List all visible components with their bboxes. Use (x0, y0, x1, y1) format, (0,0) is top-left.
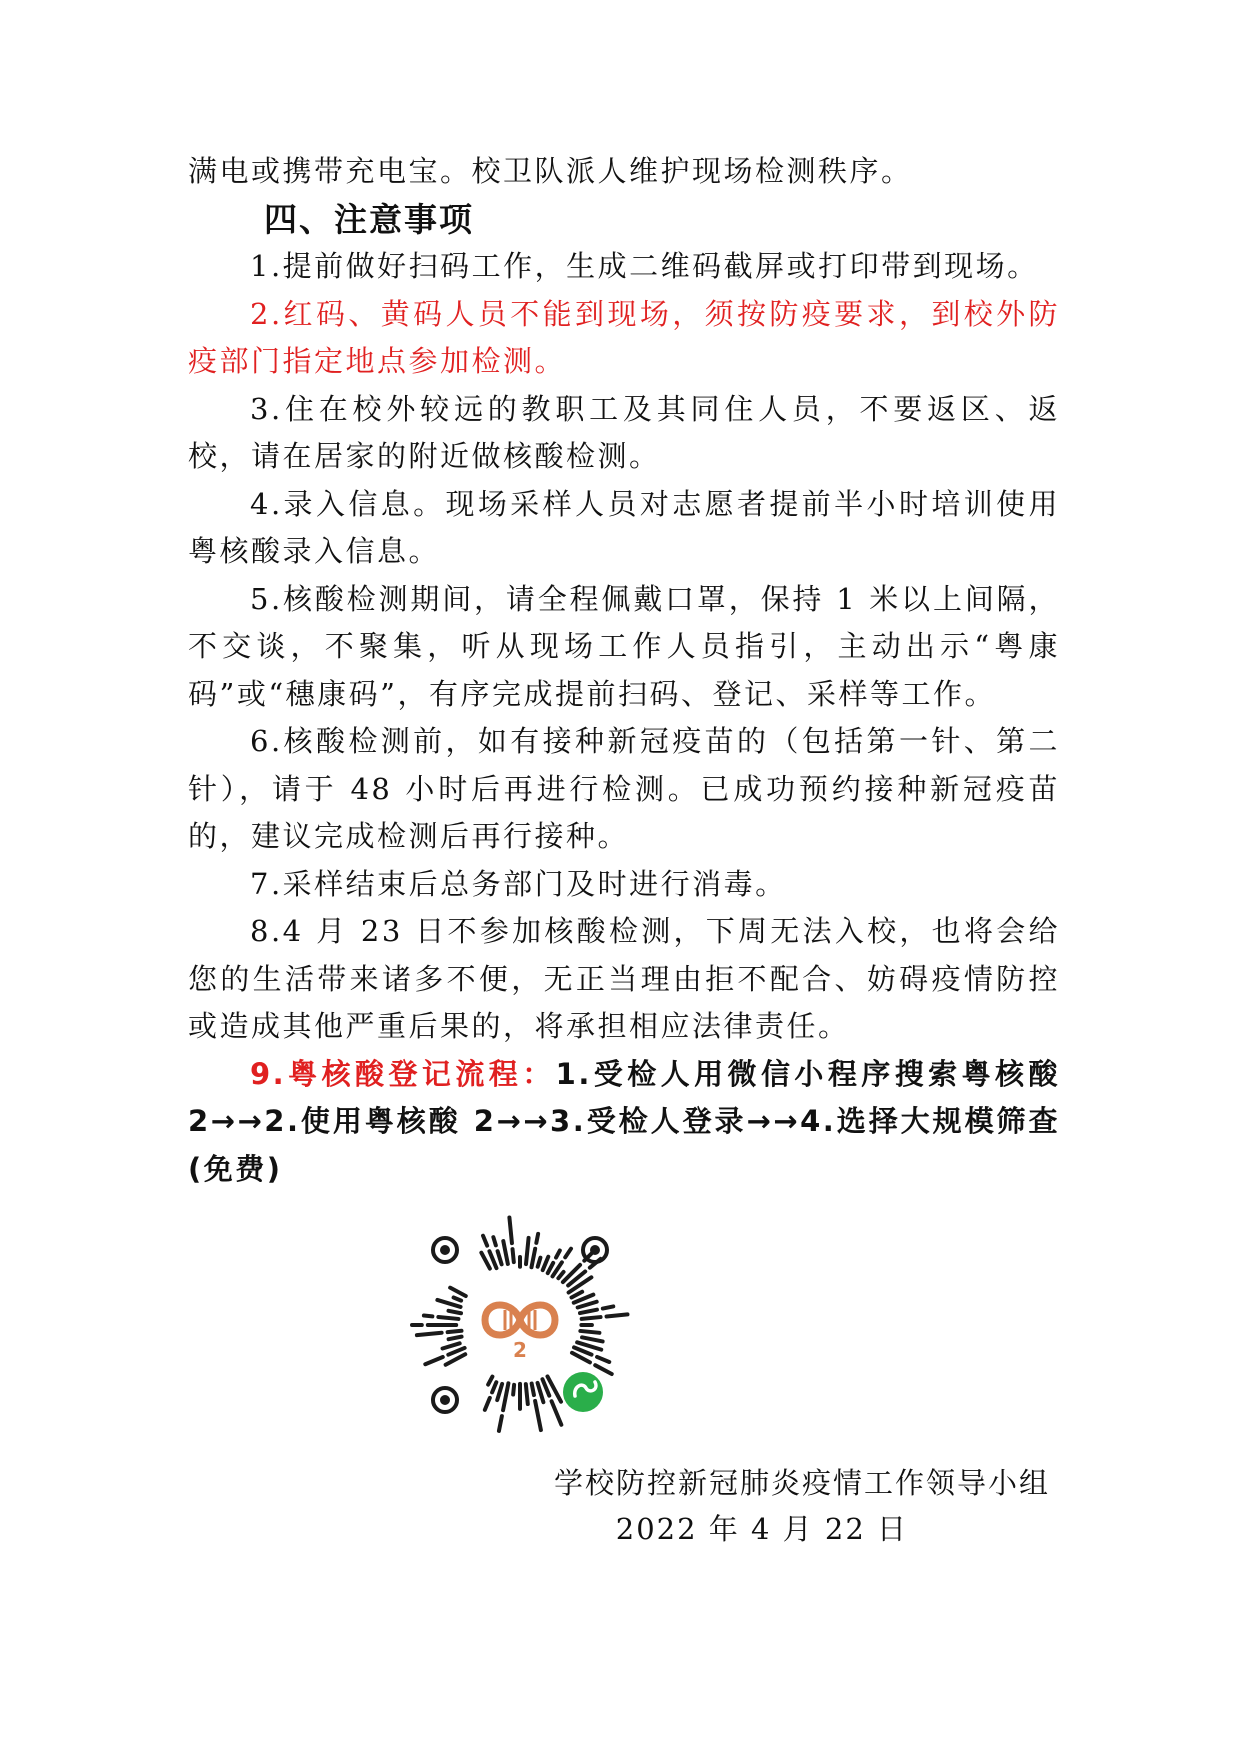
qr-ray (532, 1384, 534, 1396)
qr-ray (558, 1272, 563, 1278)
qr-ray (582, 1317, 601, 1319)
qr-ray (556, 1251, 560, 1258)
qr-ray (543, 1257, 549, 1270)
qr-ray (607, 1314, 628, 1316)
qr-code-graphic (405, 1210, 635, 1440)
qr-ray (578, 1302, 597, 1308)
registration-label: 9.粤核酸登记流程： (250, 1056, 556, 1091)
qr-ray (493, 1237, 495, 1245)
list-item: 7.采样结束后总务部门及时进行消毒。 (250, 866, 787, 901)
mini-program-badge-icon (563, 1372, 603, 1412)
qr-ray (538, 1258, 541, 1267)
wechat-mini-program-qr-icon (405, 1210, 635, 1440)
qr-ray (497, 1384, 502, 1400)
signature-block (520, 1460, 1050, 1552)
qr-ray (450, 1288, 466, 1296)
qr-finder-top-left (433, 1238, 457, 1262)
qr-ray (485, 1398, 490, 1410)
qr-ray (454, 1297, 462, 1300)
qr-ray (582, 1337, 603, 1341)
qr-ray (513, 1385, 514, 1395)
qr-ray (597, 1357, 609, 1362)
qr-ray (498, 1251, 502, 1264)
registration-steps: 1.受检人用微信小程序搜索粤核酸 2→→2.使用粤核酸 2→→3.受检人登录→→4.选择大规模筛查(免费) (188, 1056, 1060, 1186)
qr-ray (449, 1337, 462, 1340)
qr-ray (536, 1234, 538, 1243)
qr-ray (483, 1236, 487, 1246)
qr-ray (503, 1241, 508, 1264)
qr-finder-top-right (583, 1238, 607, 1262)
qr-ray (513, 1249, 514, 1262)
qr-ray (449, 1311, 461, 1313)
qr-ray (448, 1331, 462, 1332)
list-item: 3.住在校外较远的教职工及其同住人员，不要返区、返校，请在居家的附近做核酸检测。 (188, 391, 1060, 473)
list-item: 5.核酸检测期间，请全程佩戴口罩，保持 1 米以上间隔，不交谈，不聚集，听从现场工作人员指引，主动出示“粤康码”或“穗康码”，有序完成提前扫码、登记、采样等工作。 (188, 581, 1060, 711)
section-heading: 四、注意事项 (264, 199, 474, 239)
list-item: 1.提前做好扫码工作，生成二维码截屏或打印带到现场。 (250, 249, 1039, 283)
qr-ray (526, 1384, 528, 1404)
list-item: 6.核酸检测前，如有接种新冠疫苗的（包括第一针、第二针），请于 48 小时后再进行检测。已成功预约接种新冠疫苗的，建议完成检测后再行接种。 (188, 724, 1060, 853)
qr-ray (572, 1292, 583, 1298)
logo-digit: 2 (513, 1338, 527, 1362)
qr-ray (526, 1238, 529, 1264)
qr-ray (499, 1416, 502, 1431)
qr-ray (503, 1383, 508, 1410)
qr-ray (425, 1357, 442, 1364)
signature-date: 2022 年 4 月 22 日 (615, 1512, 908, 1546)
qr-ray (565, 1249, 571, 1258)
qr-finder-bottom-left (433, 1388, 457, 1412)
qr-ray (492, 1382, 496, 1392)
signature-organization: 学校防控新冠肺炎疫情工作领导小组 (553, 1466, 1050, 1500)
qr-ray (531, 1249, 535, 1268)
qr-ray (569, 1277, 592, 1292)
qr-ray (538, 1383, 544, 1402)
qr-ray (552, 1401, 562, 1425)
carry-over-line: 满电或携带充电宝。校卫队派人维护现场检测秩序。 (188, 154, 913, 188)
qr-ray (509, 1218, 512, 1244)
notice-body (188, 148, 1060, 1193)
qr-ray (488, 1377, 492, 1385)
list-item-warning: 2.红码、黄码人员不能到现场，须按防疫要求，到校外防疫部门指定地点参加检测。 (188, 296, 1060, 378)
qr-ray (535, 1401, 541, 1430)
list-item-registration (188, 1051, 1060, 1194)
qr-ray (481, 1253, 490, 1269)
list-item: 4.录入信息。现场采样人员对志愿者提前半小时培训使用粤核酸录入信息。 (188, 486, 1060, 568)
qr-ray (580, 1331, 599, 1333)
qr-ray (417, 1333, 442, 1335)
list-item: 8.4 月 23 日不参加核酸检测，下周无法入校，也将会给您的生活带来诸多不便，无正当理由拒不配合、妨碍疫情防控或造成其他严重后果的，将承担相应法律责任。 (188, 914, 1060, 1043)
qr-ray (595, 1365, 612, 1374)
qr-ray (547, 1376, 561, 1401)
qr-ray (424, 1316, 432, 1317)
qr-ray (580, 1310, 597, 1313)
qr-ray (438, 1317, 458, 1319)
qr-ray (548, 1263, 553, 1273)
qr-ray (443, 1343, 460, 1348)
qr-ray (603, 1306, 613, 1308)
